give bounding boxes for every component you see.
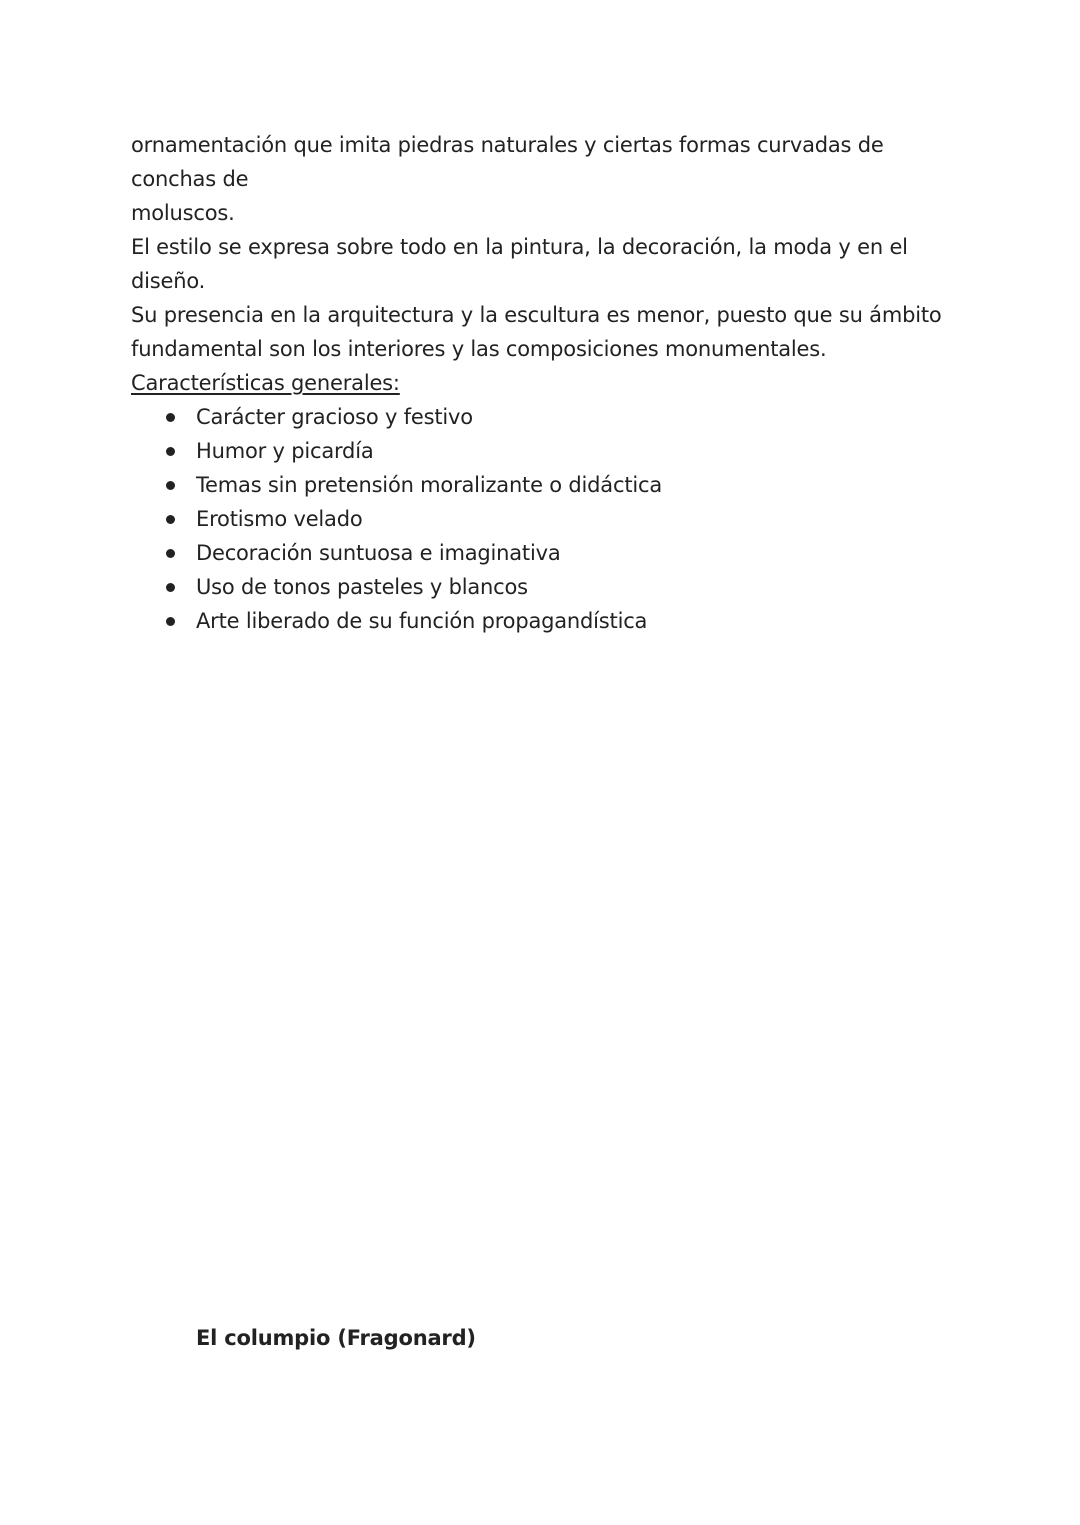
list-item-text: Temas sin pretensión moralizante o didáctica xyxy=(196,473,662,497)
paragraph-estilo xyxy=(131,230,961,366)
list-item-text: Humor y picardía xyxy=(196,439,374,463)
paragraph-line: fundamental son los interiores y las composiciones monumentales. xyxy=(131,337,827,361)
bullet-icon xyxy=(166,617,175,626)
bullet-icon xyxy=(166,549,175,558)
artwork-caption: El columpio (Fragonard) xyxy=(196,1326,476,1350)
bullet-icon xyxy=(166,413,175,422)
bullet-icon xyxy=(166,583,175,592)
list-item-text: Erotismo velado xyxy=(196,507,363,531)
list-item-text: Uso de tonos pasteles y blancos xyxy=(196,575,528,599)
paragraph-line: Su presencia en la arquitectura y la escultura es menor, puesto que su ámbito xyxy=(131,303,942,327)
bullet-icon xyxy=(166,481,175,490)
paragraph-line: ornamentación que imita piedras naturales y ciertas formas curvadas de conchas de xyxy=(131,133,884,191)
section-heading-caracteristicas: Características generales: xyxy=(131,371,400,395)
list-item-text: Carácter gracioso y festivo xyxy=(196,405,473,429)
list-item-text: Decoración suntuosa e imaginativa xyxy=(196,541,561,565)
bullet-icon xyxy=(166,515,175,524)
list-item-text: Arte liberado de su función propagandística xyxy=(196,609,648,633)
paragraph-line: moluscos. xyxy=(131,201,235,225)
bullet-icon xyxy=(166,447,175,456)
paragraph-ornamentacion xyxy=(131,128,961,230)
paragraph-line: El estilo se expresa sobre todo en la pintura, la decoración, la moda y en el diseño. xyxy=(131,235,908,293)
